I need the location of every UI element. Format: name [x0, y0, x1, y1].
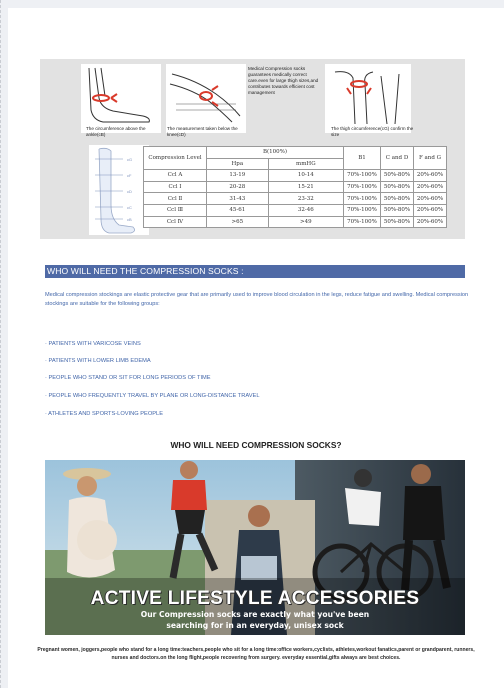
- table-cell: 20%-60%: [414, 170, 447, 182]
- table-cell: 50%-80%: [381, 204, 414, 216]
- lifestyle-photo-banner: [45, 460, 465, 635]
- table-cell: 32-46: [268, 204, 343, 216]
- cd-header: C and D: [381, 147, 414, 170]
- svg-text:cF: cF: [127, 173, 132, 178]
- table-row: [144, 170, 447, 182]
- compression-level-table: [143, 146, 447, 228]
- table-cell: 20%-60%: [414, 193, 447, 205]
- table-cell: 31-43: [207, 193, 269, 205]
- section-heading: WHO WILL NEED THE COMPRESSION SOCKS :: [47, 266, 244, 276]
- knee-measure-illustration: [166, 64, 246, 133]
- table-row: [144, 204, 447, 216]
- list-item: · ATHLETES AND SPORTS-LOVING PEOPLE: [45, 411, 163, 417]
- list-item: · PEOPLE WHO STAND OR SIT FOR LONG PERIODS OF TIME: [45, 375, 211, 381]
- table-cell: 10-14: [268, 170, 343, 182]
- figure-note: Medical Compression socks guarantees medically correct care.even for large thigh sizes,and contributes towards efficient cost management: [248, 66, 319, 95]
- table-cell: 70%-100%: [344, 170, 381, 182]
- svg-text:cC: cC: [127, 205, 132, 210]
- svg-text:cD: cD: [127, 189, 132, 194]
- thigh-measure-illustration: [325, 64, 411, 133]
- ankle-measure-illustration: [81, 64, 161, 133]
- intro-paragraph: Medical compression stockings are elastic protective gear that are primarily used to improve blood circulation in the legs, reduce fatigue and swelling. Medical compression stockings are suitable for the following groups:: [45, 292, 469, 308]
- table-cell: 50%-80%: [381, 193, 414, 205]
- list-item: · PATIENTS WITH VARICOSE VEINS: [45, 341, 141, 347]
- list-item: · PEOPLE WHO FREQUENTLY TRAVEL BY PLANE OR LONG-DISTANCE TRAVEL: [45, 393, 260, 399]
- fg-header: F and G: [414, 147, 447, 170]
- unit-hpa: Hpa: [207, 158, 269, 170]
- leg-diagram-icon: [89, 145, 149, 235]
- table-cell: 50%-80%: [381, 181, 414, 193]
- svg-text:cG: cG: [127, 157, 133, 162]
- list-item: · PATIENTS WITH LOWER LIMB EDEMA: [45, 358, 151, 364]
- table-cell: 50%-80%: [381, 216, 414, 228]
- banner-tagline-2: searching for in an everyday, unisex sock: [166, 621, 344, 630]
- banner-tagline-1: Our Compression socks are exactly what you've been: [140, 610, 370, 619]
- svg-text:cB: cB: [127, 217, 132, 222]
- table-cell: Ccl Ⅳ: [144, 216, 207, 228]
- table-cell: 70%-100%: [344, 204, 381, 216]
- b1-header: B1: [344, 147, 381, 170]
- table-cell: 23-32: [268, 193, 343, 205]
- unit-mmhg: mmHG: [268, 158, 343, 170]
- table-cell: 70%-100%: [344, 181, 381, 193]
- level-header: Compression Level: [144, 147, 207, 170]
- section-heading-band: [45, 265, 465, 278]
- table-cell: 15-21: [268, 181, 343, 193]
- table-row: [144, 216, 447, 228]
- table-cell: Ccl Ⅲ: [144, 204, 207, 216]
- table-body: [144, 170, 447, 228]
- knee-caption: The measurement taken below the knee(cD): [167, 126, 238, 137]
- table-row: [144, 193, 447, 205]
- banner-headline: ACTIVE LIFESTYLE ACCESSORIES: [90, 588, 420, 609]
- banner-title: WHO WILL NEED COMPRESSION SOCKS?: [170, 440, 342, 450]
- measurement-panel: [40, 59, 465, 239]
- table-cell: Ccl A: [144, 170, 207, 182]
- table-cell: 20%-60%: [414, 181, 447, 193]
- product-page: [8, 8, 504, 688]
- table-cell: >65: [207, 216, 269, 228]
- table-cell: Ccl Ⅱ: [144, 193, 207, 205]
- thigh-caption: The thigh circumference(cG) confirm the size: [331, 126, 414, 137]
- table-cell: 45-61: [207, 204, 269, 216]
- table-cell: 50%-80%: [381, 170, 414, 182]
- table-cell: 70%-100%: [344, 216, 381, 228]
- table-cell: 20%-60%: [414, 216, 447, 228]
- table-cell: 70%-100%: [344, 193, 381, 205]
- b-header: B(100%): [207, 147, 344, 159]
- table-cell: 20-28: [207, 181, 269, 193]
- table-cell: 13-19: [207, 170, 269, 182]
- page-edge-guide: [0, 0, 2, 688]
- table-cell: >49: [268, 216, 343, 228]
- footer-description: Pregnant women, joggers,people who stand for a long time:teachers,people who sit for a long time:office workers,cyclists, athletes,workout fanatics,parent or grandparent, runners, nurses and doctors.on the long flight,people recovering from surgery. everyday essential,gifts always are best choices.: [37, 647, 475, 661]
- table-cell: Ccl Ⅰ: [144, 181, 207, 193]
- table-cell: 20%-60%: [414, 204, 447, 216]
- table-row: [144, 181, 447, 193]
- ankle-caption: The circumference above the ankle(cB): [86, 126, 146, 137]
